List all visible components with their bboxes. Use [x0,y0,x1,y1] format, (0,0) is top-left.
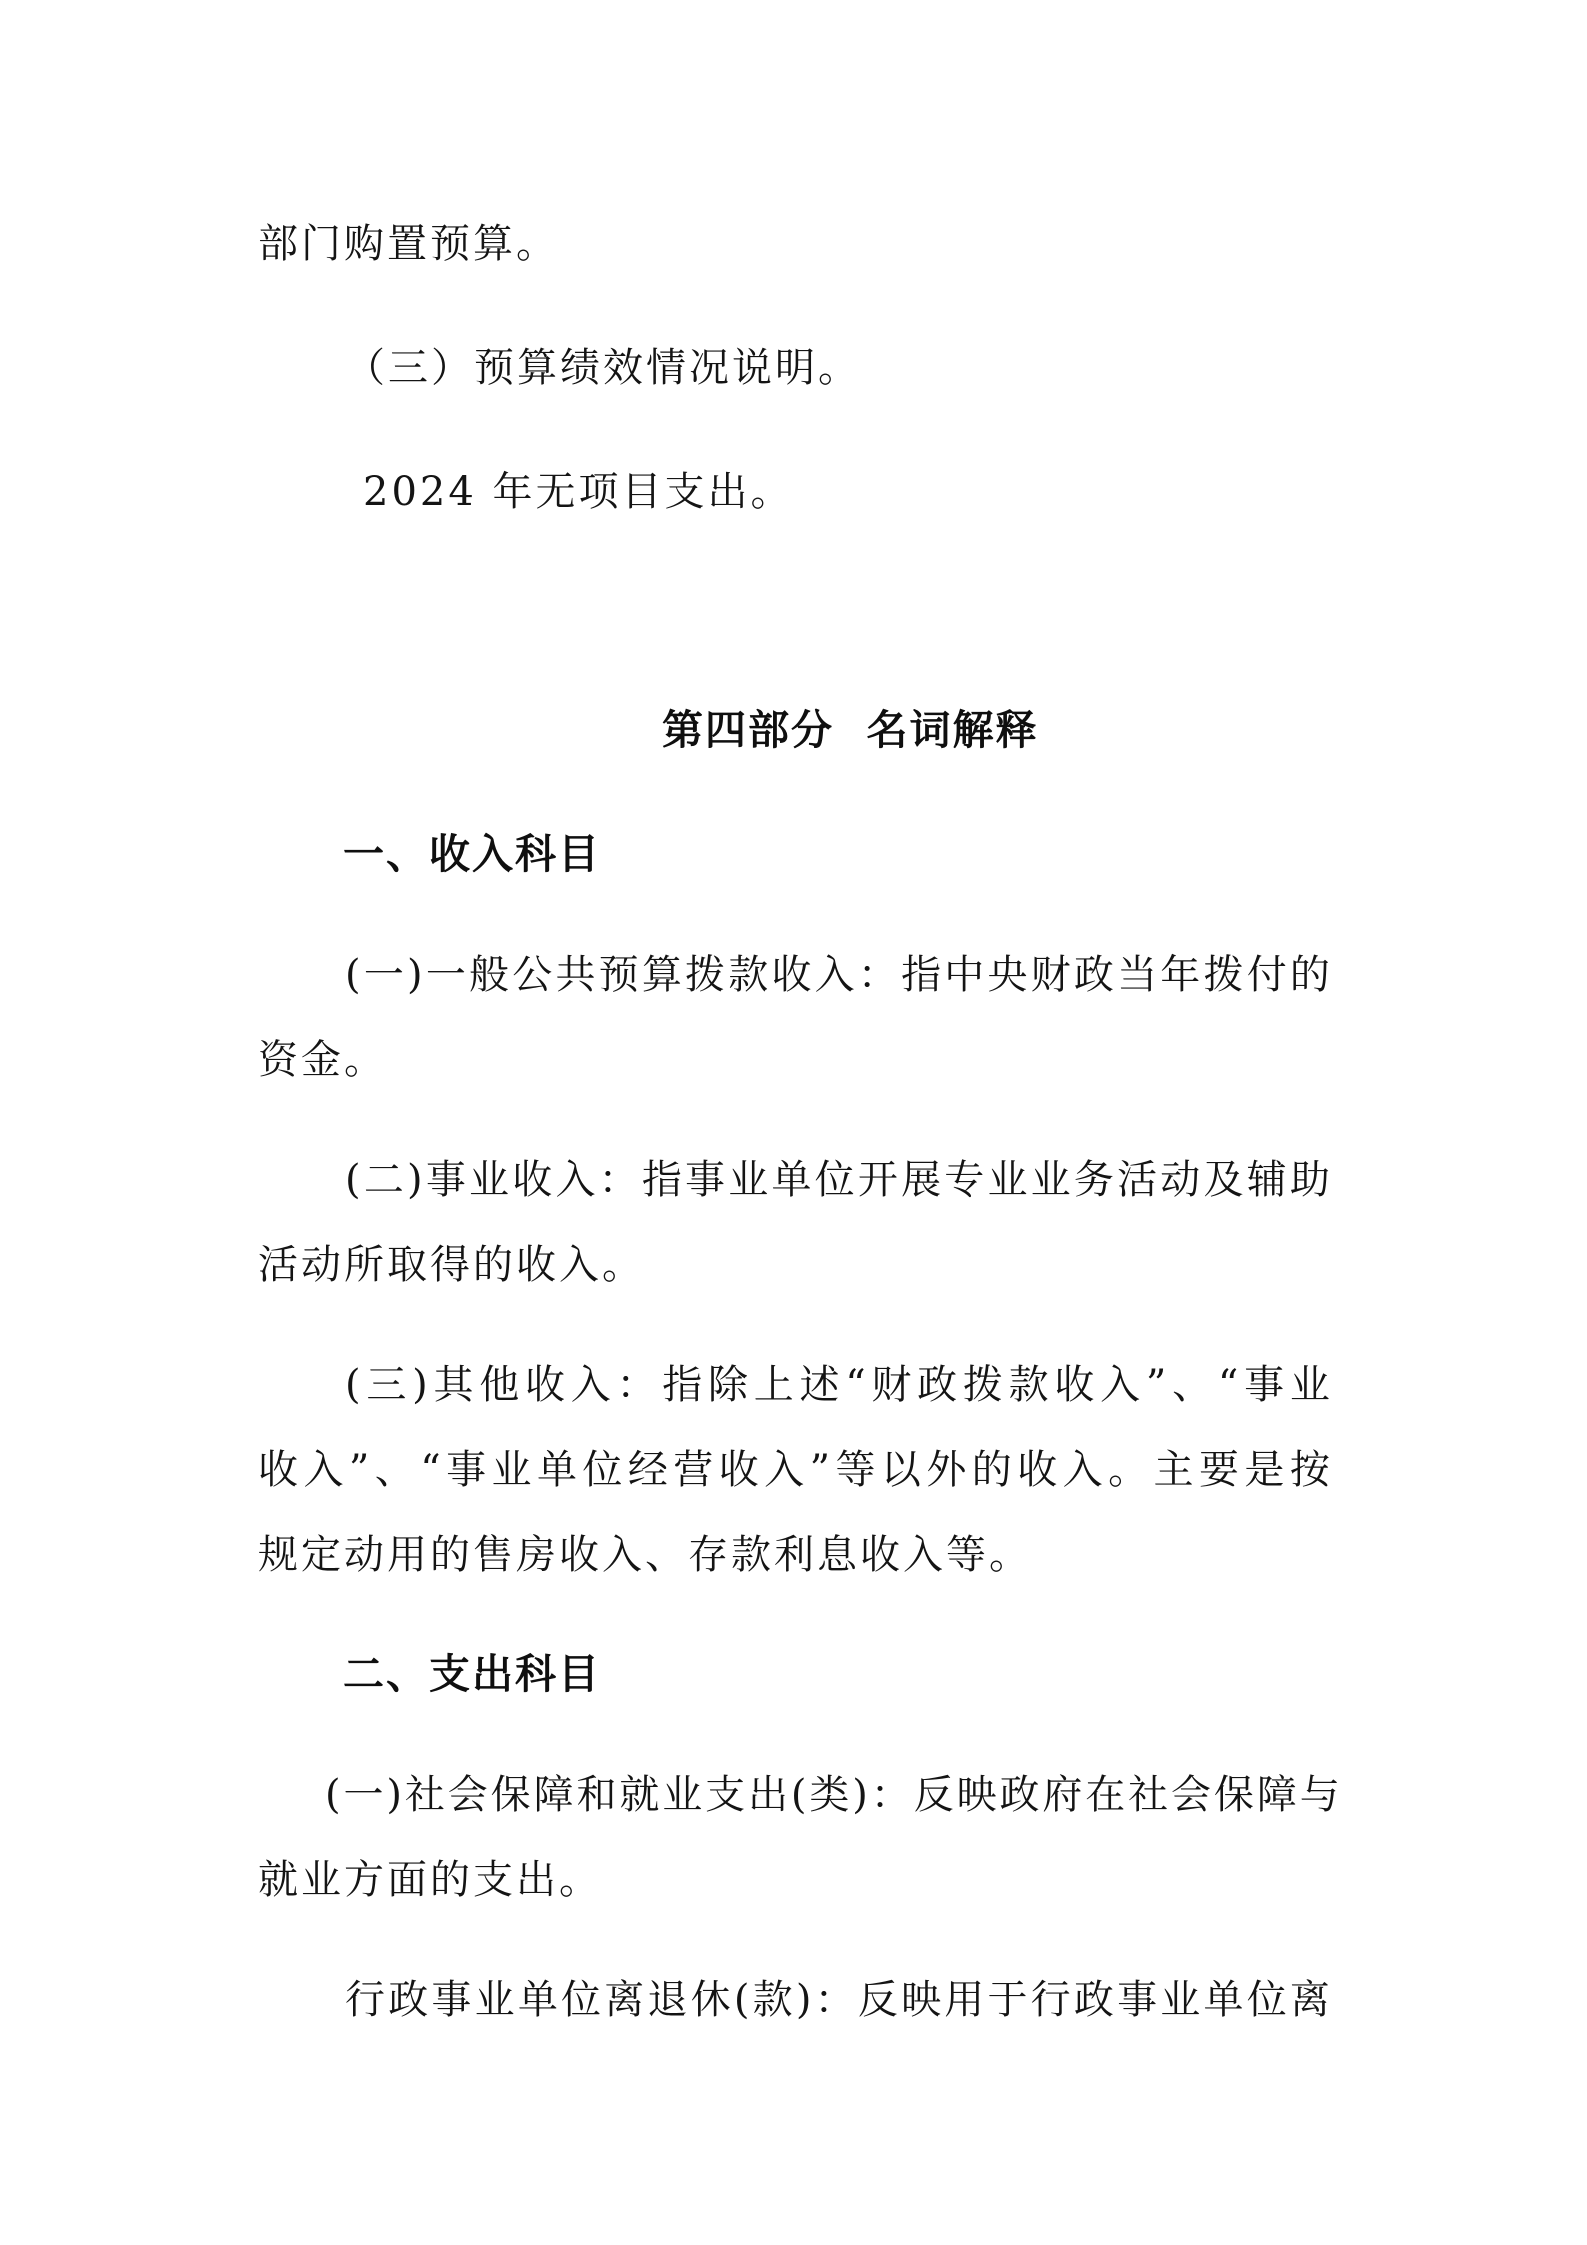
expense-item-1-line-2: 就业方面的支出。 [258,1857,602,1903]
income-section-heading: 一、收入科目 [343,830,601,878]
previous-paragraph-tail: 部门购置预算。 [258,221,559,267]
income-item-2-line-1: ( 二 ) 事 业 收 入 ： 指 事 业 单 位 开 展 专 业 业 务 活 动 及 辅 助 [345,1157,1330,1203]
expense-item-1-line-1: ( 一 ) 社 会 保 障 和 就 业 支 出 ( 类 ) ： 反 映 政 府 在 社 会 保 障 与 [325,1772,1340,1818]
income-item-1-line-2: 资金。 [258,1037,387,1083]
expense-section-heading: 二、支出科目 [343,1650,601,1698]
income-item-1-line-1: ( 一 ) 一 般 公 共 预 算 拨 款 收 入 ： 指 中 央 财 政 当 年 拨 付 的 [345,952,1330,998]
income-item-3-line-2: 收 入 ” 、 “ 事 业 单 位 经 营 收 入 ” 等 以 外 的 收 入 。 主 要 是 按 [258,1447,1330,1493]
income-item-3-line-1: ( 三 ) 其 他 收 入 ： 指 除 上 述 “ 财 政 拨 款 收 入 ” 、 “ 事 业 [345,1362,1330,1408]
performance-subheading: （三）预算绩效情况说明。 [345,345,861,391]
part-title: 第四部分 名词解释 [662,706,1039,754]
expense-item-2-line-1: 行 政 事 业 单 位 离 退 休 ( 款 ) ： 反 映 用 于 行 政 事 业 单 位 离 [345,1977,1330,2023]
income-item-2-line-2: 活动所取得的收入。 [258,1242,645,1288]
income-item-3-line-3: 规定动用的售房收入、存款利息收入等。 [258,1532,1032,1578]
performance-body: 2024 年无项目支出。 [363,469,794,515]
